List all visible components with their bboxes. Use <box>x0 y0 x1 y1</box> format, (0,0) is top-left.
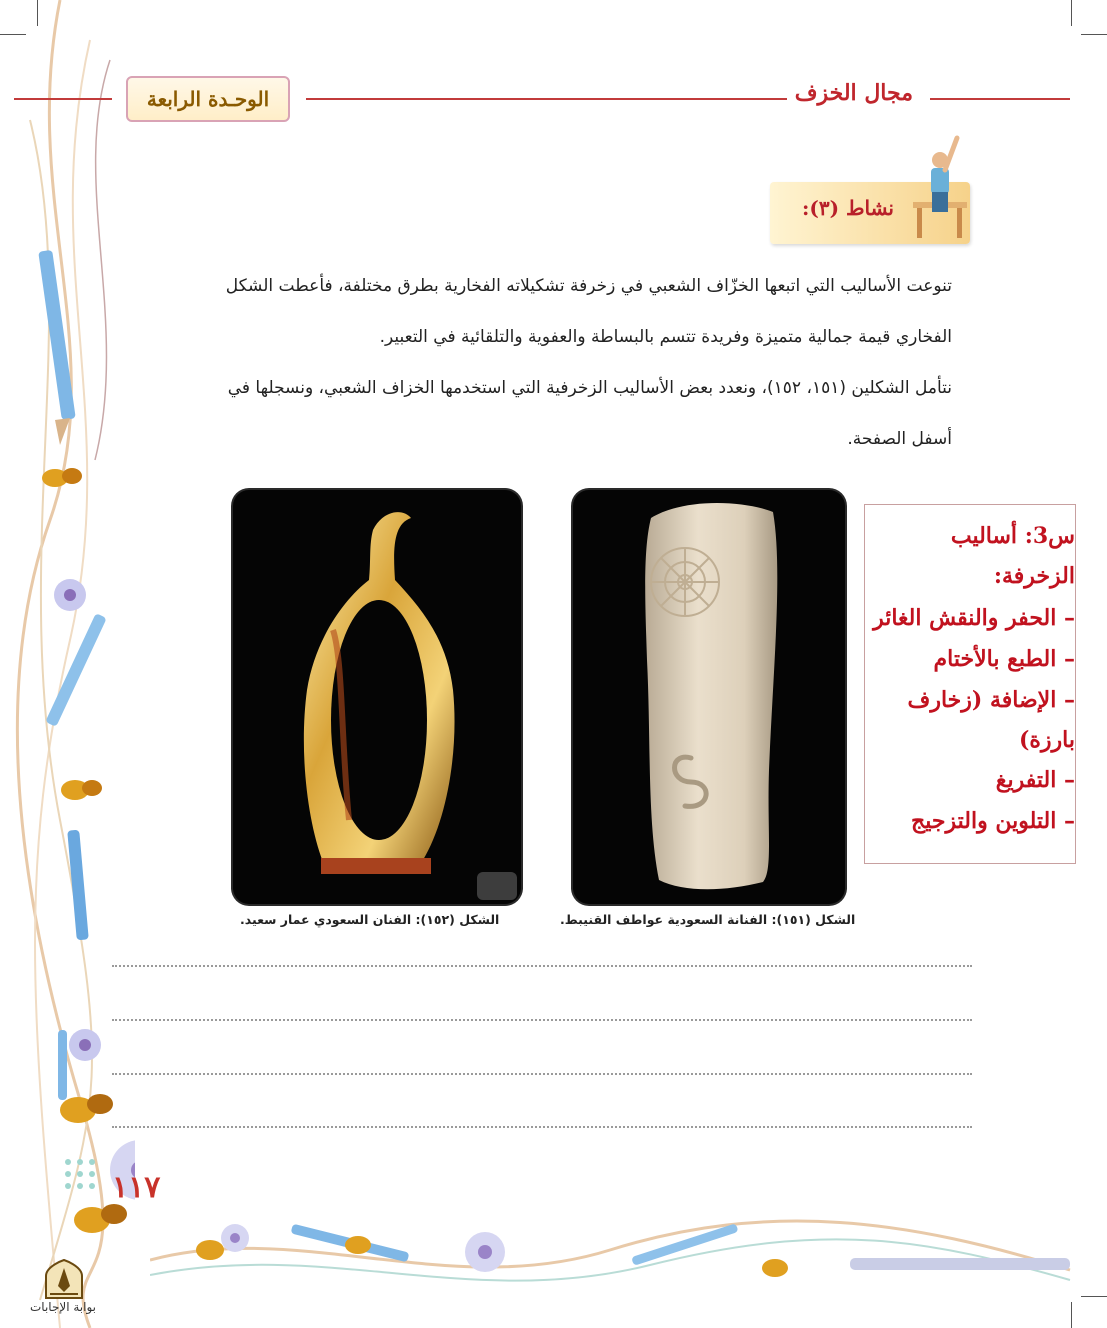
figure-152-image <box>233 490 521 904</box>
crop-mark <box>1081 1296 1107 1297</box>
paragraph-line: تنوعت الأساليب التي اتبعها الخزّاف الشعبي في زخرفة تشكيلاته الفخارية بطرق مختلفة، فأعطت الشكل <box>225 276 952 296</box>
crop-mark <box>1071 0 1072 26</box>
paragraph-line: الفخاري قيمة جمالية متميزة وفريدة تتسم بالبساطة والعفوية والتلقائية في التعبير. <box>379 327 952 347</box>
figure-151-caption: الشكل (١٥١): الفنانة السعودية عواطف القنيبط. <box>560 912 856 927</box>
paragraph-line: نتأمل الشكلين (١٥١، ١٥٢)، ونعدد بعض الأساليب الزخرفية التي استخدمها الخزاف الشعبي، ونسجلها في <box>227 378 952 398</box>
flower-icon <box>54 579 86 611</box>
answer-writing-line[interactable] <box>112 965 972 967</box>
flower-icon <box>69 1029 101 1061</box>
butterfly-icon <box>74 1204 127 1233</box>
student-icon <box>905 120 975 240</box>
answer-writing-line[interactable] <box>112 1073 972 1075</box>
crop-mark <box>1081 34 1107 35</box>
pencil-icon <box>45 613 107 727</box>
dot-pattern <box>65 1159 95 1189</box>
butterfly-icon <box>42 468 82 487</box>
unit-title: الوحـدة الرابعة <box>146 87 270 111</box>
butterfly-icon <box>196 1240 224 1260</box>
field-title: مجال الخزف <box>787 80 921 106</box>
pencil-icon <box>67 830 89 941</box>
answer-line: – التلوين والتزجيج <box>911 808 1075 834</box>
answer-line: – الإضافة (زخارف <box>907 687 1075 713</box>
unit-badge <box>108 70 308 128</box>
answer-line: الزخرفة: <box>993 563 1075 589</box>
answer-line: – التفريغ <box>995 767 1075 793</box>
header-rule <box>14 98 112 100</box>
header-rule <box>930 98 1070 100</box>
portal-name: بوابة الإجابات <box>30 1300 97 1314</box>
answer-box <box>864 504 1076 864</box>
flower-icon <box>465 1232 505 1272</box>
figure-151-image <box>573 490 845 904</box>
header-rule <box>306 98 796 100</box>
page-number: ١١٧ <box>112 1170 161 1205</box>
portal-logo-icon <box>42 1258 86 1300</box>
butterfly-icon <box>762 1259 788 1277</box>
figure-152-caption: الشكل (١٥٢): الفنان السعودي عمار سعيد. <box>240 912 500 927</box>
answer-writing-line[interactable] <box>112 1126 972 1128</box>
answer-line: س3: أساليب <box>950 523 1075 549</box>
butterfly-icon <box>61 780 102 800</box>
paragraph-line: أسفل الصفحة. <box>847 429 952 449</box>
answer-line: – الحفر والنقش الغائر <box>873 605 1075 631</box>
pencil-icon <box>58 1030 67 1100</box>
butterfly-icon <box>345 1236 371 1254</box>
flower-icon <box>221 1224 249 1252</box>
answer-writing-line[interactable] <box>112 1019 972 1021</box>
pencil-icon <box>850 1258 1070 1270</box>
activity-label: نشاط (٣): <box>801 196 894 220</box>
answer-line: – الطبع بالأختام <box>933 646 1075 672</box>
decorative-border <box>0 0 135 1328</box>
decorative-footer <box>150 1200 1080 1310</box>
answer-line: بارزة) <box>1018 727 1075 753</box>
pencil-icon <box>631 1223 738 1266</box>
butterfly-icon <box>60 1094 113 1123</box>
